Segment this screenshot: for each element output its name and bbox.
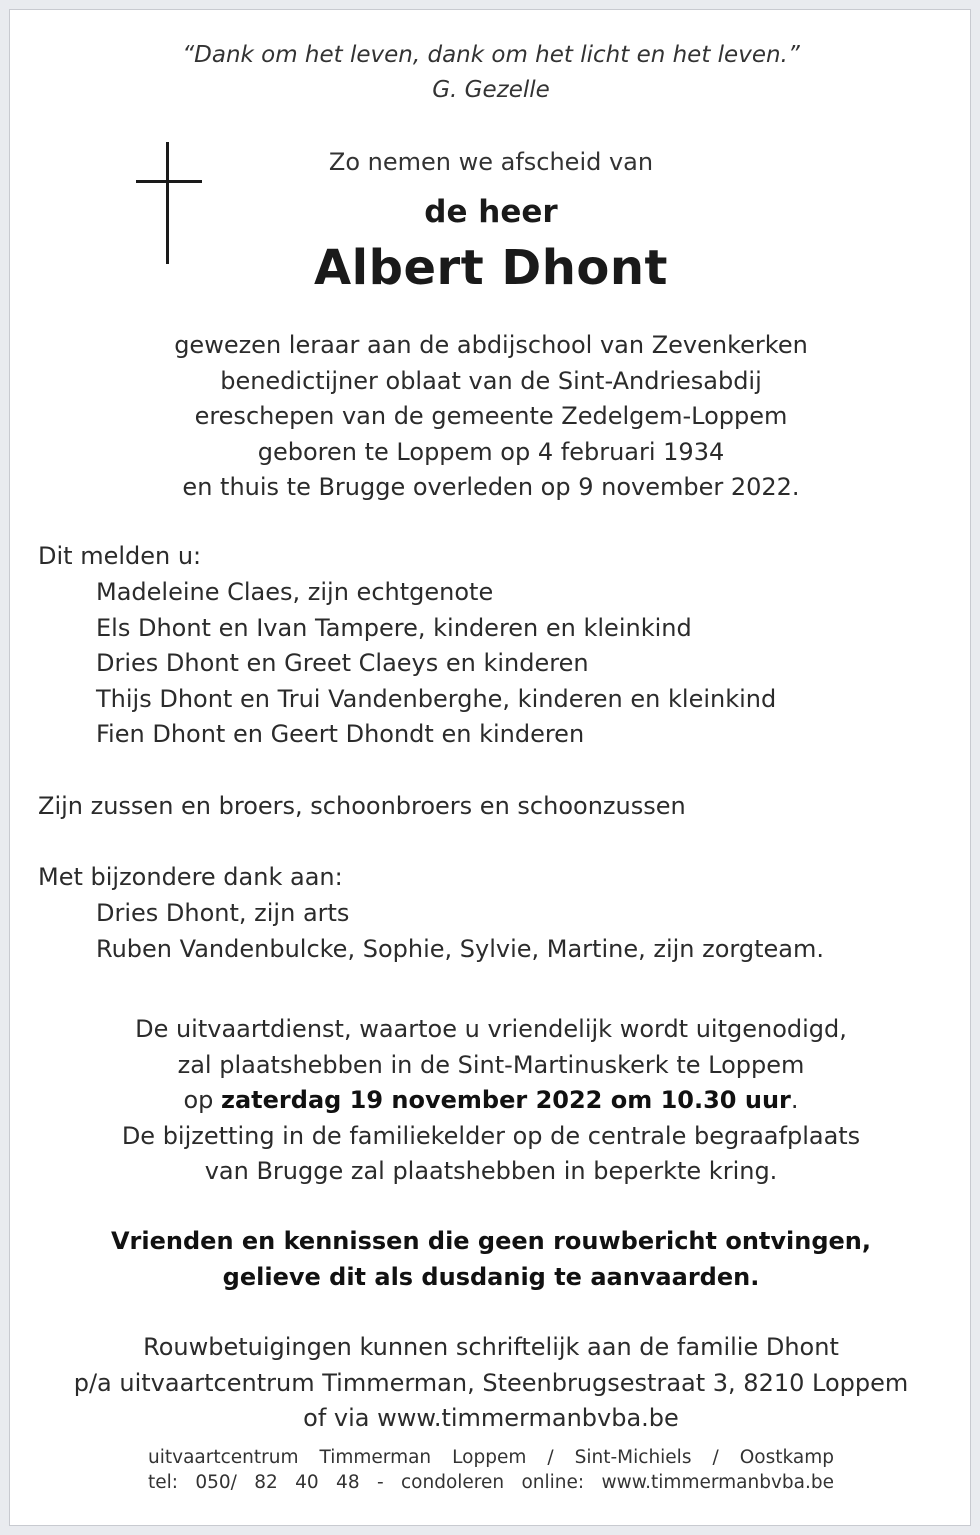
family-member: Els Dhont en Ivan Tampere, kinderen en kleinkind — [96, 613, 692, 642]
intro-text: Zo nemen we afscheid van — [328, 148, 654, 176]
service-date: zaterdag 19 november 2022 om 10.30 uur — [221, 1086, 791, 1114]
notice-line: gelieve dit als dusdanig te aanvaarden. — [222, 1262, 760, 1291]
family-member: Fien Dhont en Geert Dhondt en kinderen — [96, 720, 585, 748]
footer-line-1: uitvaartcentrum Timmerman Loppem / Sint-Michiels / Oostkamp — [148, 1447, 834, 1468]
quote-author: G. Gezelle — [432, 77, 550, 103]
condolence-line: of via www.timmermanbvba.be — [303, 1404, 679, 1432]
salutation: de heer — [424, 194, 558, 230]
family-member: Dries Dhont en Greet Claeys en kinderen — [96, 649, 589, 677]
condolence-line: p/a uitvaartcentrum Timmerman, Steenbrugsestraat 3, 8210 Loppem — [73, 1368, 909, 1397]
service-line: De bijzetting in de familiekelder op de centrale begraafplaats — [121, 1121, 861, 1150]
bio-line: ereschepen van de gemeente Zedelgem-Loppem — [194, 402, 788, 430]
notice-line: Vrienden en kennissen die geen rouwbericht ontvingen, — [110, 1227, 872, 1255]
family-member: Madeleine Claes, zijn echtgenote — [96, 578, 494, 606]
service-line: zal plaatshebben in de Sint-Martinuskerk te Loppem — [177, 1050, 805, 1079]
quote: “Dank om het leven, dank om het licht en het leven.” — [182, 42, 800, 68]
footer-line-2: tel: 050/ 82 40 48 - condoleren online: www.timmermanbvba.be — [148, 1472, 834, 1493]
notice — [10, 1224, 972, 1295]
biography — [10, 328, 972, 506]
thanks-list — [96, 896, 824, 967]
service-line: De uitvaartdienst, waartoe u vriendelijk wordt uitgenodigd, — [135, 1015, 847, 1043]
deceased-name: Albert Dhont — [314, 240, 668, 296]
siblings-line: Zijn zussen en broers, schoonbroers en schoonzussen — [38, 792, 686, 820]
family-list — [96, 575, 776, 753]
bio-line: gewezen leraar aan de abdijschool van Zevenkerken — [174, 331, 808, 359]
bio-line: en thuis te Brugge overleden op 9 november 2022. — [182, 473, 800, 501]
bio-line: geboren te Loppem op 4 februari 1934 — [257, 437, 725, 466]
funeral-service — [10, 1012, 972, 1190]
announced-by-label: Dit melden u: — [38, 542, 202, 570]
condolence-line: Rouwbetuigingen kunnen schriftelijk aan de familie Dhont — [143, 1333, 839, 1361]
thanks-label: Met bijzondere dank aan: — [38, 863, 343, 891]
family-member: Thijs Dhont en Trui Vandenberghe, kinderen en kleinkind — [96, 684, 777, 713]
service-date-line: op zaterdag 19 november 2022 om 10.30 uur. — [183, 1086, 799, 1114]
bio-line: benedictijner oblaat van de Sint-Andriesabdij — [220, 366, 762, 395]
thanks-item: Ruben Vandenbulcke, Sophie, Sylvie, Martine, zijn zorgteam. — [96, 934, 824, 963]
thanks-item: Dries Dhont, zijn arts — [96, 899, 350, 927]
condolences — [10, 1330, 972, 1437]
service-line: van Brugge zal plaatshebben in beperkte kring. — [204, 1157, 778, 1185]
obituary-card — [9, 9, 971, 1526]
